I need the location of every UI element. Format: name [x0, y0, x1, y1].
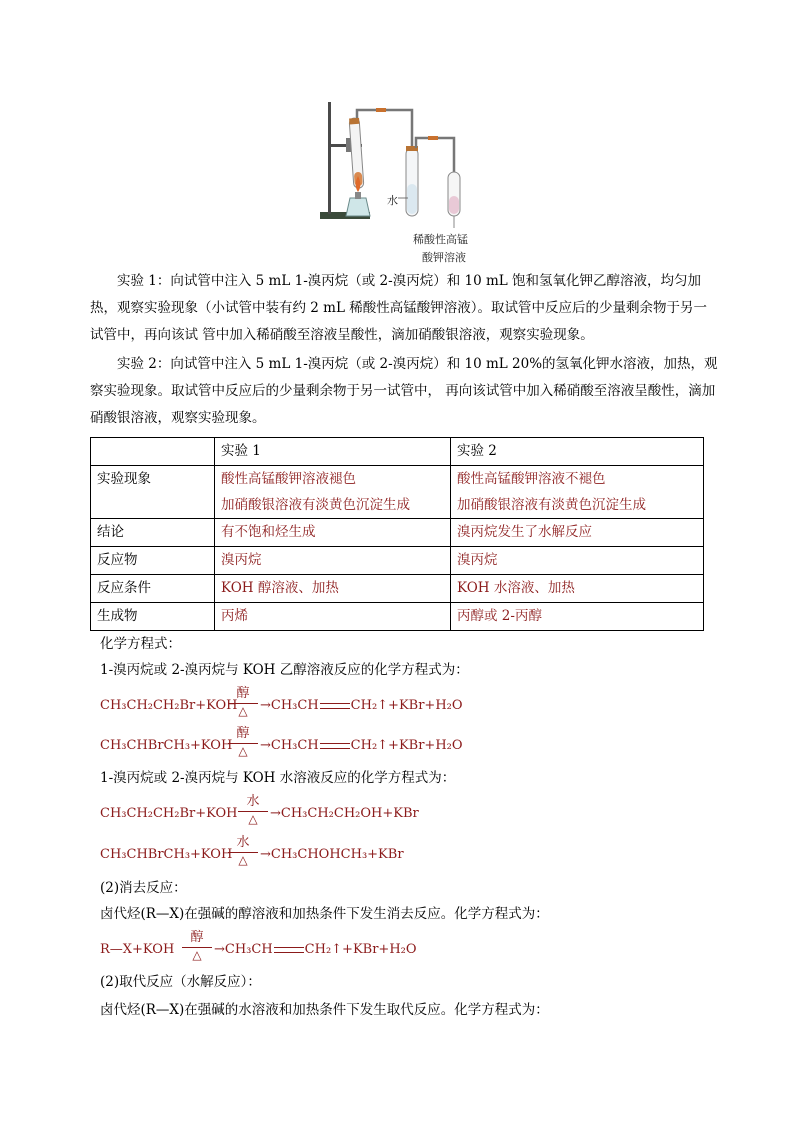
observation-exp2-line2: 加硝酸银溶液有淡黄色沉淀生成 [457, 497, 646, 513]
equation-2-rhs [260, 736, 463, 756]
equation-1-lhs: CH₃CH₂CH₂Br+KOH [100, 698, 238, 713]
equation-3-rhs: →CH₃CH₂CH₂OH+KBr [270, 806, 419, 821]
experiment-1-paragraph: 实验 1：向试管中注入 5 mL 1-溴丙烷（或 2-溴丙烷）和 10 mL 饱和氢氧化钾乙醇溶液，均匀加热，观察实验现象（小试管中装有约 2 mL 稀酸性高锰酸钾溶液）。取试管中反应后的少量剩余物于另一试管中，再向该试 管中加入稀硝酸至溶液呈酸性，滴加硝酸银溶液，观察实验现象。 [90, 273, 707, 343]
observation-exp2-line1: 酸性高锰酸钾溶液不褪色 [457, 471, 606, 487]
table-header-row [91, 438, 704, 466]
experiment-2-paragraph: 实验 2：向试管中注入 5 mL 1-溴丙烷（或 2-溴丙烷）和 10 mL 20%的氢氧化钾水溶液，加热，观察实验现象。取试管中反应后的少量剩余物于另一试管中， 再向该试管中加入稀硝酸至溶液呈酸性，滴加硝酸银溶液，观察实验现象。 [90, 356, 718, 426]
water-label: 水 [387, 194, 398, 207]
table-header-cell: 实验 2 [451, 438, 704, 466]
condition-heat: △ [192, 948, 202, 962]
table-row [91, 603, 704, 631]
figure-caption-line2: 酸钾溶液 [422, 251, 466, 264]
condition-heat: △ [248, 812, 258, 826]
row-label: 反应条件 [91, 575, 215, 603]
condition-heat: △ [238, 853, 248, 867]
equation-3-lhs: CH₃CH₂CH₂Br+KOH [100, 806, 238, 821]
equation-1-rhs-a: →CH₃CH [260, 698, 319, 713]
condition-alcohol: 醇 [190, 930, 204, 945]
equation-4-lhs: CH₃CHBrCH₃+KOH [100, 847, 233, 862]
table-header-cell [91, 438, 215, 466]
observation-exp1 [215, 466, 451, 519]
figure-caption-line1: 稀酸性高锰 [413, 233, 468, 246]
observation-exp1-line1: 酸性高锰酸钾溶液褪色 [221, 471, 356, 487]
table-row [91, 519, 704, 547]
table-header-cell: 实验 1 [215, 438, 451, 466]
equation-5-rhs-b: CH₂↑+KBr+H₂O [304, 942, 417, 957]
section-substitution-desc: 卤代烃(R—X)在强碱的水溶液和加热条件下发生取代反应。化学方程式为： [100, 1002, 549, 1018]
row-label: 反应物 [91, 547, 215, 575]
cell-exp2: 溴丙烷 [451, 547, 704, 575]
observation-exp2 [451, 466, 704, 519]
equation-4-condition [228, 835, 258, 867]
condition-alcohol: 醇 [236, 686, 250, 701]
equation-4-rhs: →CH₃CHOHCH₃+KBr [260, 847, 404, 862]
equation-2-condition [228, 726, 258, 758]
double-bond [274, 947, 304, 953]
condition-heat: △ [238, 744, 248, 758]
equation-2-rhs-a: →CH₃CH [260, 738, 319, 753]
section-substitution: (2)取代反应（水解反应）： [100, 974, 261, 990]
row-label: 生成物 [91, 603, 215, 631]
double-bond [320, 703, 350, 709]
equation-5-condition [182, 930, 212, 962]
condition-heat: △ [238, 704, 248, 718]
equation-1-condition [228, 686, 258, 718]
equations-heading: 化学方程式： [100, 636, 181, 652]
table-row [91, 575, 704, 603]
cell-exp2: KOH 水溶液、加热 [451, 575, 704, 603]
equation-2-lhs: CH₃CHBrCH₃+KOH [100, 738, 233, 753]
cell-exp1: 有不饱和烃生成 [215, 519, 451, 547]
observation-exp1-line2: 加硝酸银溶液有淡黄色沉淀生成 [221, 497, 410, 513]
apparatus-figure [316, 100, 476, 264]
section-elimination: (2)消去反应： [100, 880, 187, 896]
equation-1-rhs-b: CH₂↑+KBr+H₂O [350, 698, 463, 713]
results-table [90, 437, 704, 631]
double-bond [320, 743, 350, 749]
equation-5-rhs-a: →CH₃CH [214, 942, 273, 957]
row-label: 结论 [91, 519, 215, 547]
equation-1-rhs [260, 696, 463, 716]
cell-exp2: 溴丙烷发生了水解反应 [451, 519, 704, 547]
cell-exp2: 丙醇或 2-丙醇 [451, 603, 704, 631]
cell-exp1: 溴丙烷 [215, 547, 451, 575]
cell-exp1: 丙烯 [215, 603, 451, 631]
table-row [91, 466, 704, 519]
equation-3-condition [238, 794, 268, 826]
condition-water: 水 [236, 835, 250, 850]
row-label: 实验现象 [91, 466, 215, 519]
elimination-intro: 1-溴丙烷或 2-溴丙烷与 KOH 乙醇溶液反应的化学方程式为： [100, 662, 469, 678]
condition-alcohol: 醇 [236, 726, 250, 741]
table-row [91, 547, 704, 575]
hydrolysis-intro: 1-溴丙烷或 2-溴丙烷与 KOH 水溶液反应的化学方程式为： [100, 770, 456, 786]
condition-water: 水 [246, 794, 260, 809]
equation-2-rhs-b: CH₂↑+KBr+H₂O [350, 738, 463, 753]
cell-exp1: KOH 醇溶液、加热 [215, 575, 451, 603]
equation-5-lhs: R—X+KOH [100, 942, 175, 957]
equation-5-rhs [214, 940, 417, 960]
section-elimination-desc: 卤代烃(R—X)在强碱的醇溶液和加热条件下发生消去反应。化学方程式为： [100, 906, 549, 922]
